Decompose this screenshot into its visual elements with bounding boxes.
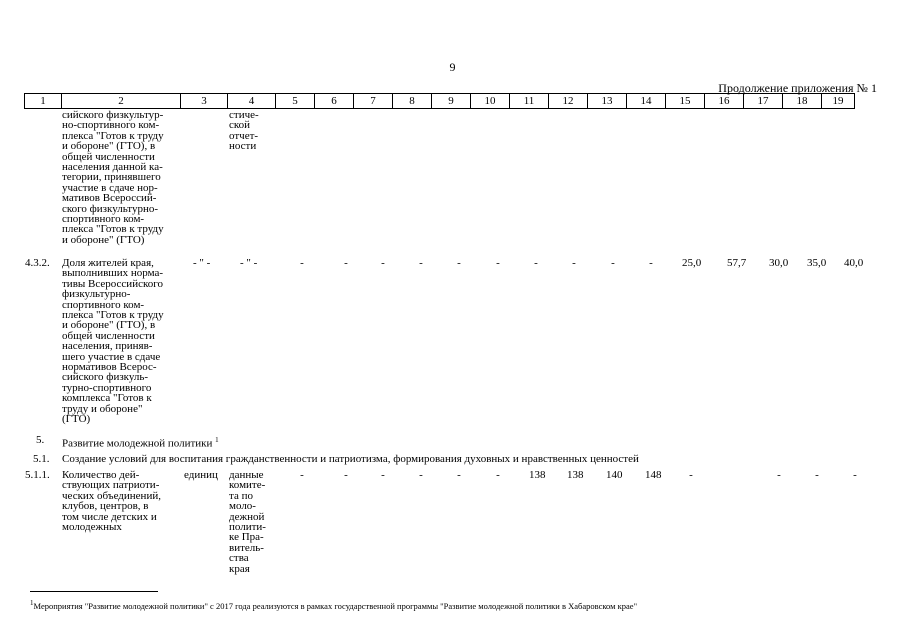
row-c-col9: -: [457, 469, 461, 481]
row-c-col18: -: [815, 469, 819, 481]
col-header-19: 19: [822, 94, 855, 109]
row-a-source: стиче- ской отчет- ности: [229, 109, 259, 153]
col-header-1: 1: [25, 94, 62, 109]
footnote: [30, 599, 637, 611]
row-b-col12: -: [572, 257, 576, 269]
row-b-col15-value: 25,0: [682, 257, 702, 269]
section-5-footnote-ref: 1: [215, 436, 219, 444]
column-header-row: [24, 93, 855, 109]
row-b-col11: -: [534, 257, 538, 269]
row-b-unit: - " -: [193, 257, 211, 269]
col-header-2: 2: [62, 94, 181, 109]
footnote-marker: 1: [30, 599, 34, 607]
row-c-col19: -: [853, 469, 857, 481]
row-b-col7: -: [381, 257, 385, 269]
row-b-col13: -: [611, 257, 615, 269]
continuation-label: Продолжение приложения № 1: [718, 81, 877, 95]
section-5-1-title: Создание условий для воспитания гражданственности и патриотизма, формирования духовных и нравственных ценностей: [62, 453, 639, 465]
row-b-col8: -: [419, 257, 423, 269]
col-header-7: 7: [354, 94, 393, 109]
row-c-col14-value: 148: [645, 469, 662, 481]
page-number: 9: [449, 60, 456, 74]
row-c-col8: -: [419, 469, 423, 481]
row-b-col10: -: [496, 257, 500, 269]
row-b-indicator-name: Доля жителей края, выполнивших норма- тивы Всероссийского физкультурно- спортивного ком- плекса "Готов к труду и обороне" (ГТО), в общей численности населения, приняв- шего участие в сдаче нормативов Всерос- сийского физкуль- турно-спортивного комплекса "Готов к труду и обороне" (ГТО): [62, 257, 164, 426]
row-c-number: 5.1.1.: [25, 469, 50, 481]
row-b-col16-value: 57,7: [727, 257, 747, 269]
col-header-3: 3: [181, 94, 228, 109]
col-header-9: 9: [432, 94, 471, 109]
row-c-col5: -: [300, 469, 304, 481]
col-header-13: 13: [588, 94, 627, 109]
col-header-11: 11: [510, 94, 549, 109]
row-c-col6: -: [344, 469, 348, 481]
row-b-col18-value: 35,0: [807, 257, 827, 269]
col-header-14: 14: [627, 94, 666, 109]
row-c-col7: -: [381, 469, 385, 481]
footnote-text: Мероприятия "Развитие молодежной политики" с 2017 года реализуются в рамках государственной программы "Развитие молодежной политики в Хабаровском крае": [33, 600, 638, 611]
row-a-indicator-name: сийского физкультур- но-спортивного ком- плекса "Готов к труду и обороне" (ГТО), в общей численности населения данной ка- тегории, принявшего участие в сдаче нор- мативов Всероссий- ского физкультурно- спортивного ком- плекса "Готов к труду и обороне" (ГТО): [62, 109, 164, 246]
col-header-10: 10: [471, 94, 510, 109]
col-header-6: 6: [315, 94, 354, 109]
col-header-17: 17: [744, 94, 783, 109]
row-b-col6: -: [344, 257, 348, 269]
section-5-1-number: 5.1.: [33, 453, 50, 465]
row-b-col17-value: 30,0: [769, 257, 789, 269]
section-5-title: [62, 435, 219, 449]
col-header-16: 16: [705, 94, 744, 109]
row-c-col11-value: 138: [529, 469, 546, 481]
col-header-8: 8: [393, 94, 432, 109]
row-c-col12-value: 138: [567, 469, 584, 481]
row-b-col5: -: [300, 257, 304, 269]
footnote-separator: [30, 591, 158, 592]
row-b-source: - " -: [240, 257, 258, 269]
section-5-number: 5.: [36, 434, 45, 446]
section-5-title-text: Развитие молодежной политики: [62, 437, 213, 450]
row-c-col10: -: [496, 469, 500, 481]
row-c-indicator-name: Количество дей- ствующих патриоти- ческих объединений, клубов, центров, в том числе детских и молодежных: [62, 469, 161, 534]
row-b-col14: -: [649, 257, 653, 269]
col-header-5: 5: [276, 94, 315, 109]
row-c-col17: -: [777, 469, 781, 481]
row-b-number: 4.3.2.: [25, 257, 50, 269]
col-header-4: 4: [228, 94, 276, 109]
row-c-col13-value: 140: [606, 469, 623, 481]
col-header-15: 15: [666, 94, 705, 109]
col-header-18: 18: [783, 94, 822, 109]
row-b-col9: -: [457, 257, 461, 269]
row-b-col19-value: 40,0: [844, 257, 864, 269]
row-c-unit: единиц: [184, 469, 218, 481]
row-c-col15: -: [689, 469, 693, 481]
row-c-source: данные комите- та по моло- дежной полити- ке Пра- витель- ства края: [229, 469, 266, 575]
col-header-12: 12: [549, 94, 588, 109]
